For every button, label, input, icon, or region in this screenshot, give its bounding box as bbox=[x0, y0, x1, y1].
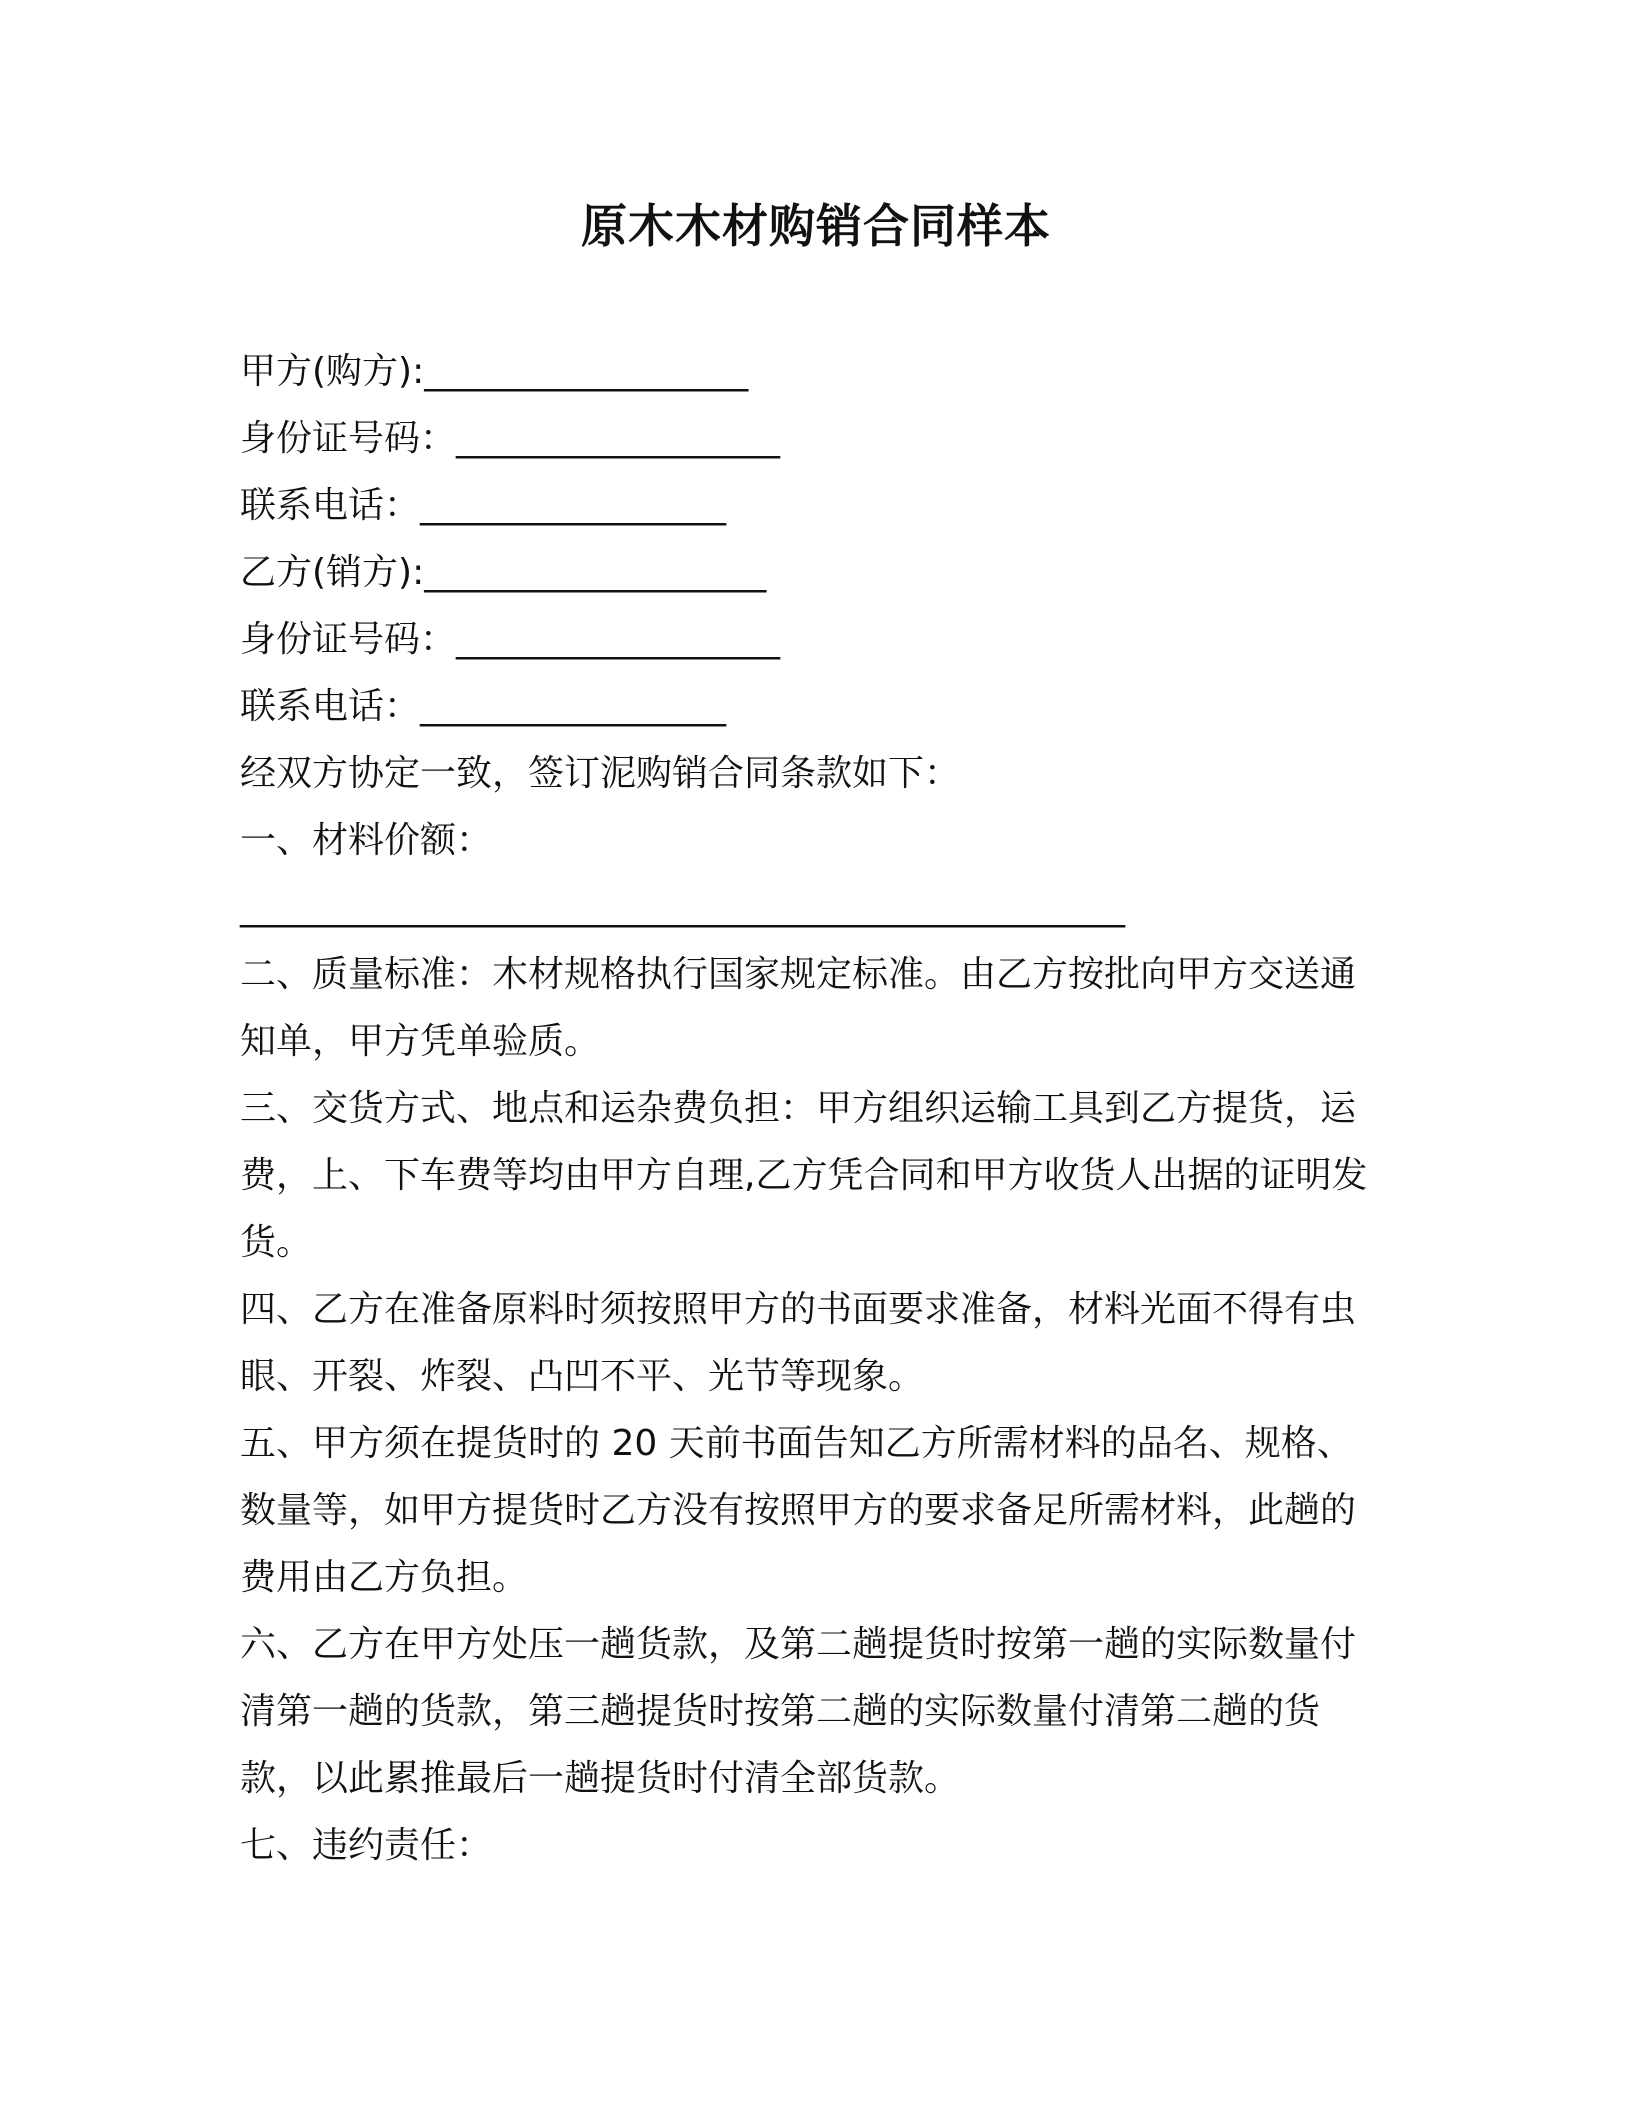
intro-line: 经双方协定一致，签订泥购销合同条款如下： bbox=[240, 753, 961, 794]
party-b-phone-line: 联系电话：_________________ bbox=[240, 686, 727, 727]
clause-1-title: 一、材料价额： bbox=[240, 820, 493, 861]
clause-2: 二、质量标准：木材规格执行国家规定标准。由乙方按批向甲方交送通知单，甲方凭单验质。 bbox=[240, 954, 1357, 1062]
document-body bbox=[240, 338, 1380, 1879]
document-title: 原木木材购销合同样本 bbox=[581, 199, 1051, 253]
party-a-id-line: 身份证号码：__________________ bbox=[240, 418, 781, 459]
party-a-phone-line: 联系电话：_________________ bbox=[240, 485, 727, 526]
party-b-line: 乙方(销方):___________________ bbox=[240, 552, 767, 593]
clause-4: 四、乙方在准备原料时须按照甲方的书面要求准备，材料光面不得有虫眼、开裂、炸裂、凸凹不平、光节等现象。 bbox=[240, 1289, 1357, 1397]
clause-1-blank: ____________________________________________________ bbox=[240, 887, 1124, 928]
clause-5: 五、甲方须在提货时的 20 天前书面告知乙方所需材料的品名、规格、数量等，如甲方提货时乙方没有按照甲方的要求备足所需材料，此趟的费用由乙方负担。 bbox=[240, 1423, 1357, 1598]
party-b-id-line: 身份证号码：__________________ bbox=[240, 619, 781, 660]
party-a-line: 甲方(购方):__________________ bbox=[240, 351, 749, 392]
clause-6: 六、乙方在甲方处压一趟货款，及第二趟提货时按第一趟的实际数量付清第一趟的货款，第三趟提货时按第二趟的实际数量付清第二趟的货款，以此累推最后一趟提货时付清全部货款。 bbox=[240, 1624, 1357, 1799]
clause-7-title: 七、违约责任： bbox=[240, 1825, 493, 1866]
clause-3: 三、交货方式、地点和运杂费负担：甲方组织运输工具到乙方提货，运费，上、下车费等均由甲方自理,乙方凭合同和甲方收货人出据的证明发货。 bbox=[240, 1088, 1368, 1263]
